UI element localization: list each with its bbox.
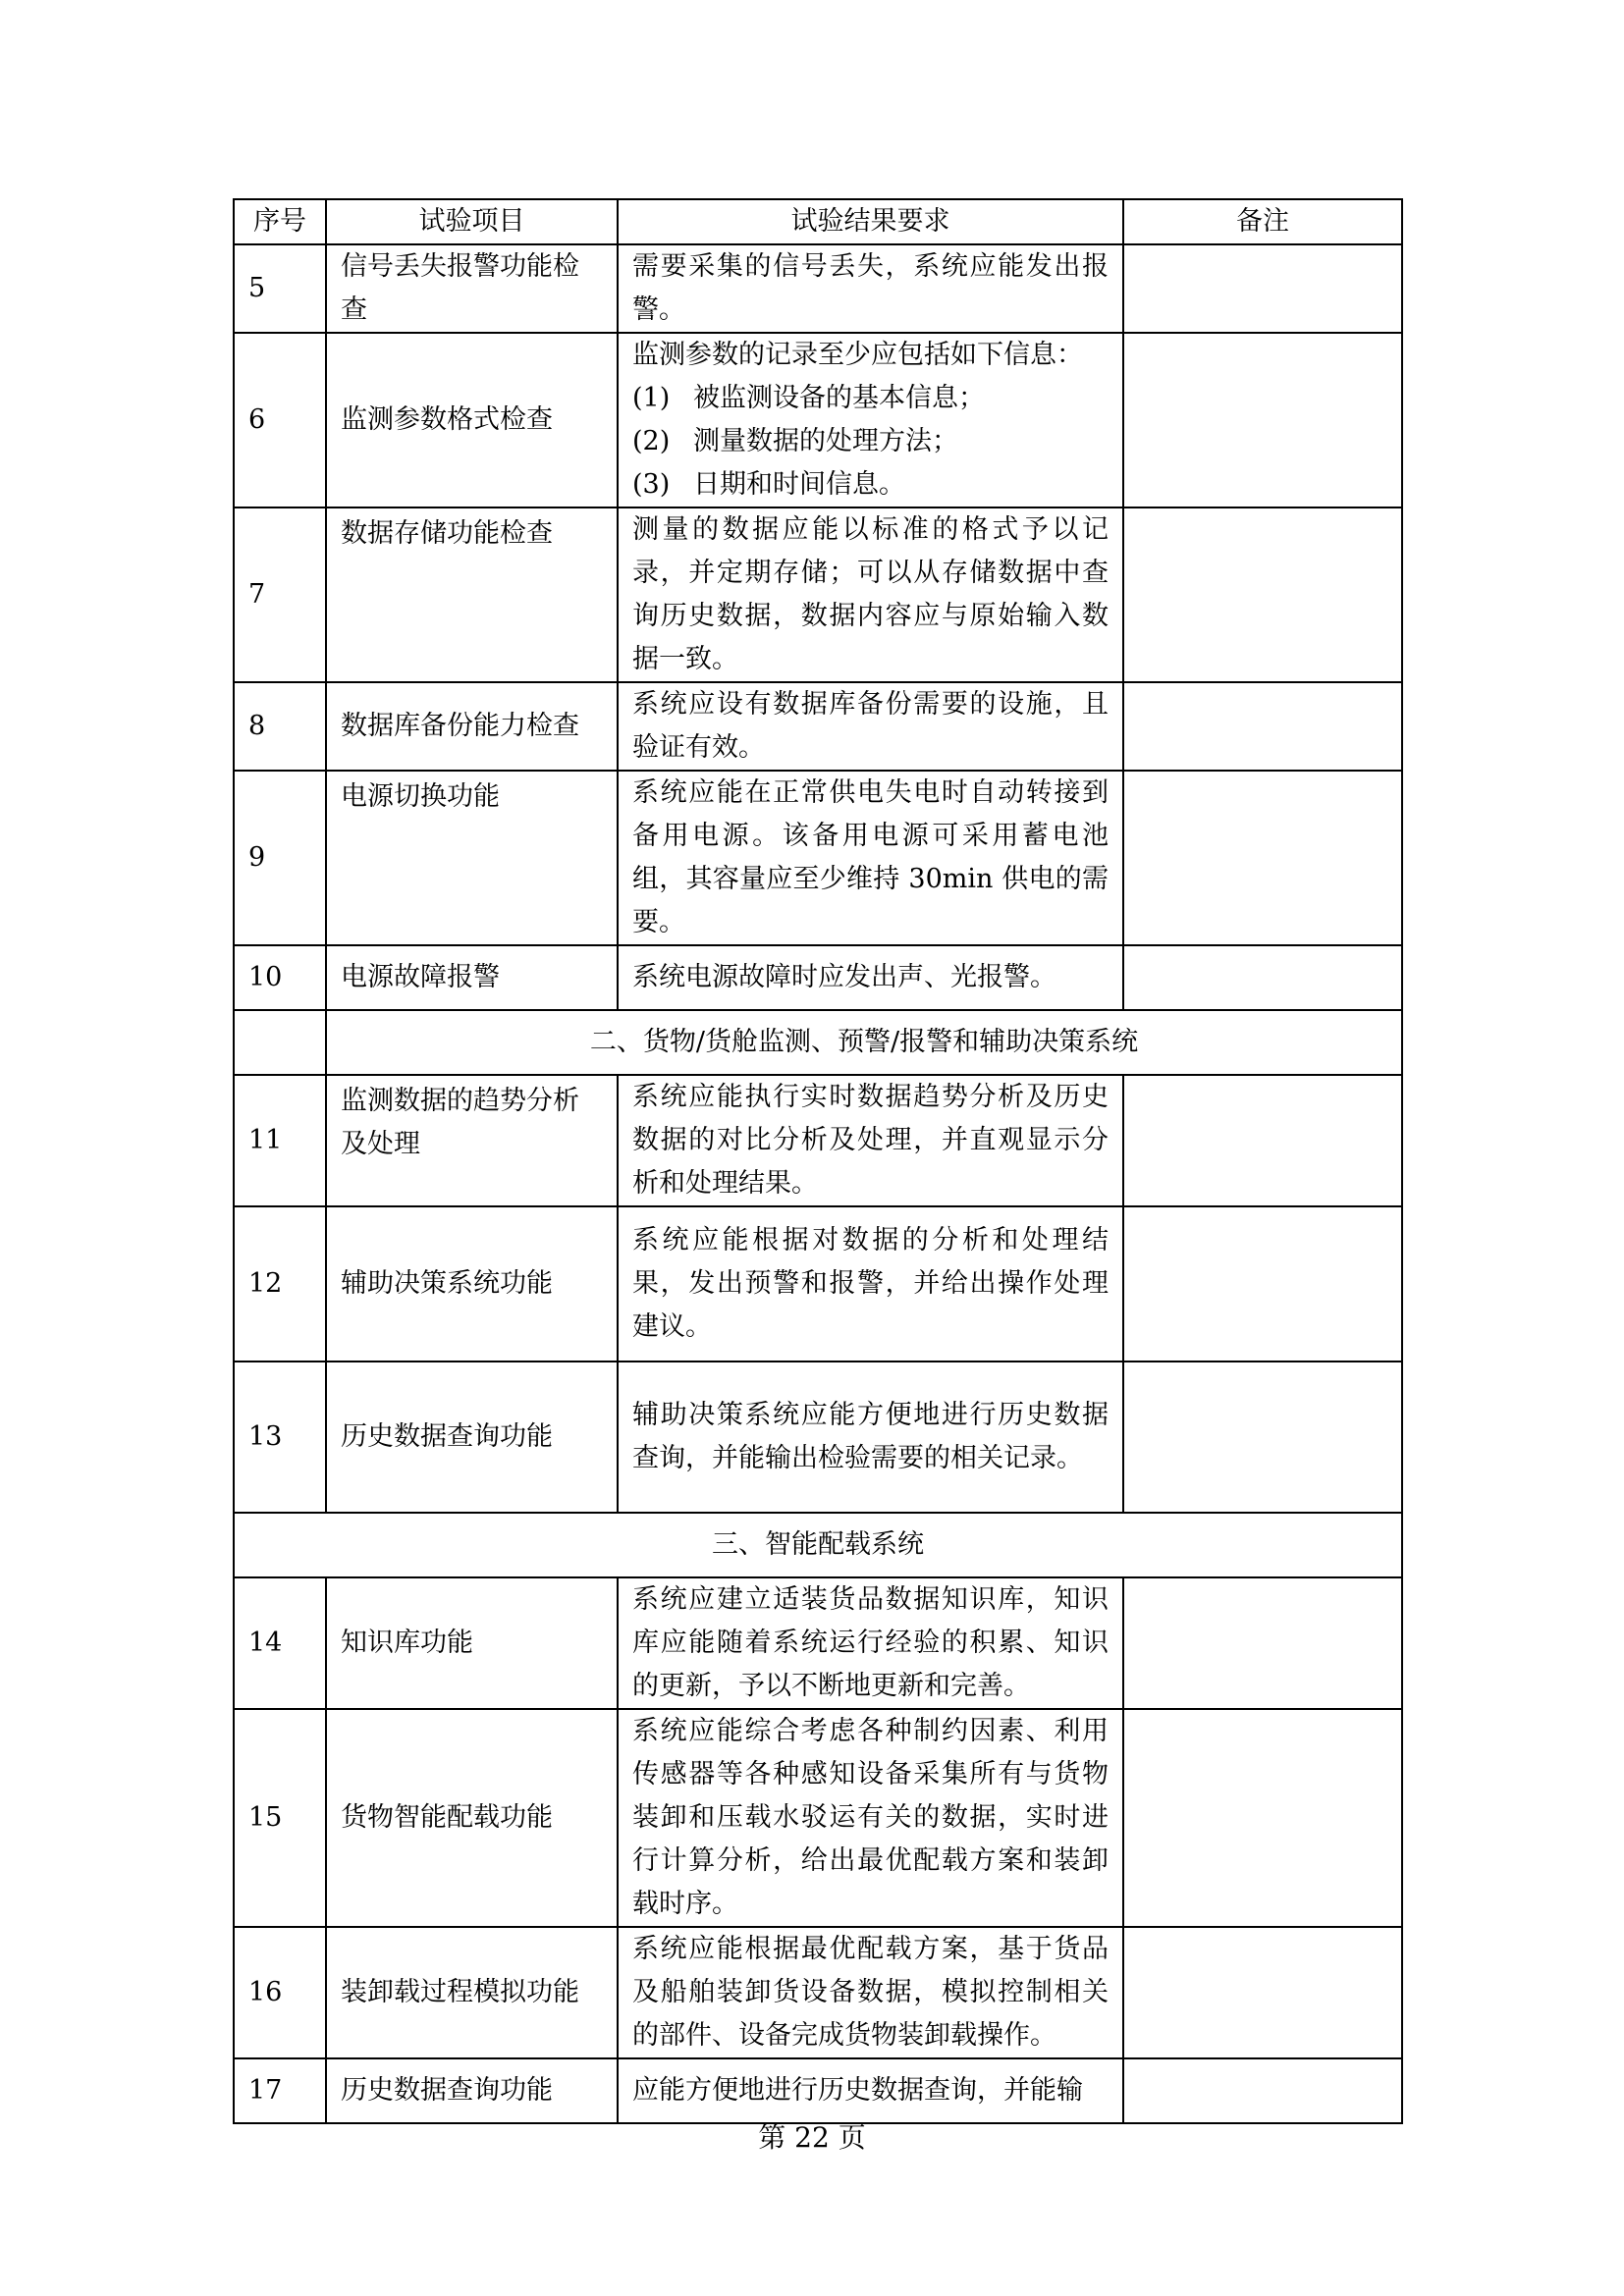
list-number: (1) — [632, 383, 671, 413]
row-item: 货物智能配载功能 — [326, 1709, 618, 1927]
row-item: 知识库功能 — [326, 1577, 618, 1709]
row-item: 历史数据查询功能 — [326, 2058, 618, 2123]
row-no: 17 — [234, 2058, 326, 2123]
requirement-intro: 监测参数的记录至少应包括如下信息： — [632, 340, 1083, 370]
table-row — [234, 771, 1402, 945]
row-requirement: 系统应能执行实时数据趋势分析及历史数据的对比分析及处理，并直观显示分析和处理结果。 — [618, 1075, 1123, 1206]
table-header-row — [234, 199, 1402, 244]
row-remarks — [1123, 1927, 1402, 2058]
table-row — [234, 1362, 1402, 1513]
table-row — [234, 1206, 1402, 1362]
table-row — [234, 1927, 1402, 2058]
table-row — [234, 333, 1402, 507]
row-requirement: 需要采集的信号丢失，系统应能发出报警。 — [618, 244, 1123, 333]
list-item — [632, 420, 1109, 463]
section-row — [234, 1513, 1402, 1577]
header-no: 序号 — [234, 199, 326, 244]
row-item: 监测参数格式检查 — [326, 333, 618, 507]
row-remarks — [1123, 682, 1402, 771]
section-title: 三、智能配载系统 — [234, 1513, 1402, 1577]
row-requirement: 应能方便地进行历史数据查询，并能输 — [618, 2058, 1123, 2123]
row-item: 电源故障报警 — [326, 945, 618, 1010]
row-requirement — [618, 333, 1123, 507]
row-remarks — [1123, 1075, 1402, 1206]
section-row — [234, 1010, 1402, 1075]
list-number: (2) — [632, 426, 671, 456]
header-remarks: 备注 — [1123, 199, 1402, 244]
row-requirement: 系统应能根据最优配载方案，基于货品及船舶装卸货设备数据，模拟控制相关的部件、设备完成货物装卸载操作。 — [618, 1927, 1123, 2058]
list-number: (3) — [632, 469, 671, 500]
section-blank-cell — [234, 1010, 326, 1075]
row-no: 13 — [234, 1362, 326, 1513]
row-remarks — [1123, 507, 1402, 682]
row-no: 11 — [234, 1075, 326, 1206]
table-row — [234, 2058, 1402, 2123]
row-item: 数据库备份能力检查 — [326, 682, 618, 771]
row-requirement: 系统电源故障时应发出声、光报警。 — [618, 945, 1123, 1010]
table-row — [234, 1577, 1402, 1709]
row-no: 16 — [234, 1927, 326, 2058]
section-title: 二、货物/货舱监测、预警/报警和辅助决策系统 — [326, 1010, 1402, 1075]
row-requirement: 系统应能综合考虑各种制约因素、利用传感器等各种感知设备采集所有与货物装卸和压载水驳运有关的数据，实时进行计算分析，给出最优配载方案和装卸载时序。 — [618, 1709, 1123, 1927]
row-item: 辅助决策系统功能 — [326, 1206, 618, 1362]
list-item — [632, 377, 1109, 420]
row-remarks — [1123, 1362, 1402, 1513]
row-no: 15 — [234, 1709, 326, 1927]
header-item: 试验项目 — [326, 199, 618, 244]
row-item: 数据存储功能检查 — [326, 507, 618, 682]
row-remarks — [1123, 1577, 1402, 1709]
row-remarks — [1123, 1709, 1402, 1927]
row-remarks — [1123, 945, 1402, 1010]
row-remarks — [1123, 244, 1402, 333]
row-requirement: 系统应建立适装货品数据知识库，知识库应能随着系统运行经验的积累、知识的更新，予以不断地更新和完善。 — [618, 1577, 1123, 1709]
list-text: 被监测设备的基本信息； — [693, 383, 985, 413]
row-item: 装卸载过程模拟功能 — [326, 1927, 618, 2058]
row-no: 14 — [234, 1577, 326, 1709]
row-remarks — [1123, 333, 1402, 507]
test-requirements-table — [233, 198, 1403, 2124]
table-row — [234, 682, 1402, 771]
row-item: 电源切换功能 — [326, 771, 618, 945]
row-requirement: 系统应能在正常供电失电时自动转接到备用电源。该备用电源可采用蓄电池组，其容量应至少维持 30min 供电的需要。 — [618, 771, 1123, 945]
table-row — [234, 945, 1402, 1010]
row-item: 历史数据查询功能 — [326, 1362, 618, 1513]
row-requirement: 系统应设有数据库备份需要的设施，且验证有效。 — [618, 682, 1123, 771]
row-item: 信号丢失报警功能检查 — [326, 244, 618, 333]
row-no: 8 — [234, 682, 326, 771]
row-no: 12 — [234, 1206, 326, 1362]
table-row — [234, 1075, 1402, 1206]
list-text: 测量数据的处理方法； — [693, 426, 958, 456]
row-no: 7 — [234, 507, 326, 682]
row-remarks — [1123, 771, 1402, 945]
table-row — [234, 1709, 1402, 1927]
row-remarks — [1123, 1206, 1402, 1362]
row-no: 10 — [234, 945, 326, 1010]
row-requirement: 辅助决策系统应能方便地进行历史数据查询，并能输出检验需要的相关记录。 — [618, 1362, 1123, 1513]
list-text: 日期和时间信息。 — [693, 469, 905, 500]
row-requirement: 测量的数据应能以标准的格式予以记录，并定期存储；可以从存储数据中查询历史数据，数据内容应与原始输入数据一致。 — [618, 507, 1123, 682]
row-no: 6 — [234, 333, 326, 507]
list-item — [632, 463, 1109, 507]
table-row — [234, 244, 1402, 333]
row-item: 监测数据的趋势分析及处理 — [326, 1075, 618, 1206]
header-requirement: 试验结果要求 — [618, 199, 1123, 244]
row-requirement: 系统应能根据对数据的分析和处理结果，发出预警和报警，并给出操作处理建议。 — [618, 1206, 1123, 1362]
row-no: 9 — [234, 771, 326, 945]
row-no: 5 — [234, 244, 326, 333]
page-number: 第 22 页 — [758, 2121, 866, 2154]
row-remarks — [1123, 2058, 1402, 2123]
table-row — [234, 507, 1402, 682]
